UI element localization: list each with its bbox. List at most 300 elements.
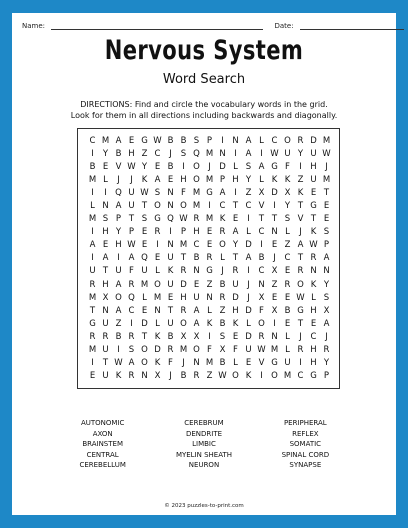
grid-letter[interactable]: N [206,292,213,303]
grid-letter[interactable]: W [179,214,188,225]
grid-letter[interactable]: J [299,331,302,342]
grid-letter[interactable]: L [155,318,160,329]
grid-letter[interactable]: I [260,370,263,381]
grid-letter[interactable]: M [88,344,97,355]
grid-letter[interactable]: W [140,188,149,199]
grid-letter[interactable]: J [325,162,328,173]
grid-letter[interactable]: E [206,240,213,251]
grid-letter[interactable]: R [193,214,200,225]
grid-letter[interactable]: U [245,344,252,355]
grid-letter[interactable]: E [310,318,317,329]
grid-letter[interactable]: Y [232,240,239,251]
grid-letter[interactable]: I [156,240,159,251]
grid-letter[interactable]: B [219,318,226,329]
grid-letter[interactable]: G [206,188,213,199]
grid-letter[interactable]: N [310,266,317,277]
grid-letter[interactable]: H [115,240,122,251]
grid-letter[interactable]: R [206,253,213,264]
grid-letter[interactable]: Q [167,214,174,225]
grid-letter[interactable]: O [297,279,304,290]
grid-letter[interactable]: T [297,201,304,212]
grid-letter[interactable]: Y [284,201,291,212]
name-field[interactable] [51,22,263,30]
grid-letter[interactable]: I [273,201,276,212]
grid-letter[interactable]: G [206,266,213,277]
grid-letter[interactable]: W [257,344,266,355]
grid-letter[interactable]: V [297,214,304,225]
grid-letter[interactable]: E [193,279,200,290]
grid-letter[interactable]: S [102,214,109,225]
grid-letter[interactable]: E [245,357,252,368]
grid-letter[interactable]: R [323,344,330,355]
grid-letter[interactable]: X [193,331,200,342]
grid-letter[interactable]: D [271,188,278,199]
grid-letter[interactable]: N [232,136,239,146]
grid-letter[interactable]: E [284,292,291,303]
grid-letter[interactable]: K [206,318,213,329]
grid-letter[interactable]: U [89,266,96,277]
grid-letter[interactable]: N [167,201,174,212]
grid-letter[interactable]: W [270,149,279,160]
grid-letter[interactable]: U [128,201,135,212]
grid-letter[interactable]: G [154,214,161,225]
grid-letter[interactable]: K [154,331,161,342]
grid-letter[interactable]: D [180,279,187,290]
grid-letter[interactable]: H [180,292,187,303]
grid-letter[interactable]: E [232,331,239,342]
grid-letter[interactable]: B [219,357,226,368]
grid-letter[interactable]: F [233,344,238,355]
grid-letter[interactable]: L [90,201,95,212]
grid-letter[interactable]: Z [297,175,304,186]
grid-letter[interactable]: Y [323,279,330,290]
grid-letter[interactable]: D [245,331,252,342]
grid-letter[interactable]: K [245,370,252,381]
grid-letter[interactable]: N [193,266,200,277]
grid-letter[interactable]: K [167,266,174,277]
grid-letter[interactable]: C [89,136,96,146]
grid-letter[interactable]: F [259,305,264,316]
grid-letter[interactable]: T [141,201,148,212]
grid-letter[interactable]: T [258,214,265,225]
grid-letter[interactable]: K [154,357,161,368]
grid-letter[interactable]: P [323,240,330,251]
grid-letter[interactable]: E [128,136,135,146]
grid-letter[interactable]: U [284,357,291,368]
grid-letter[interactable]: A [115,201,122,212]
grid-letter[interactable]: M [192,188,201,199]
grid-letter[interactable]: B [89,162,96,173]
grid-letter[interactable]: P [219,175,226,186]
grid-letter[interactable]: O [258,318,265,329]
grid-letter[interactable]: Y [141,162,148,173]
grid-letter[interactable]: N [271,331,278,342]
grid-letter[interactable]: S [154,188,161,199]
grid-letter[interactable]: N [193,357,200,368]
grid-letter[interactable]: X [180,331,187,342]
grid-letter[interactable]: T [232,253,239,264]
grid-letter[interactable]: P [115,214,122,225]
grid-letter[interactable]: K [271,175,278,186]
grid-letter[interactable]: C [258,266,265,277]
grid-letter[interactable]: K [219,214,226,225]
grid-letter[interactable]: N [167,240,174,251]
grid-letter[interactable]: I [299,357,302,368]
grid-letter[interactable]: I [117,253,120,264]
grid-letter[interactable]: A [154,175,161,186]
grid-letter[interactable]: O [180,318,187,329]
grid-letter[interactable]: E [154,162,161,173]
grid-letter[interactable]: U [167,318,174,329]
grid-letter[interactable]: I [273,318,276,329]
grid-letter[interactable]: A [193,318,200,329]
grid-letter[interactable]: B [167,136,174,146]
grid-letter[interactable]: T [310,214,317,225]
grid-letter[interactable]: H [102,279,109,290]
grid-letter[interactable]: W [218,370,227,381]
date-field[interactable] [300,22,404,30]
grid-letter[interactable]: H [310,344,317,355]
grid-letter[interactable]: B [167,162,174,173]
grid-letter[interactable]: X [284,188,291,199]
grid-letter[interactable]: A [128,357,135,368]
grid-letter[interactable]: E [206,227,213,238]
grid-letter[interactable]: T [323,188,330,199]
grid-letter[interactable]: T [102,266,109,277]
grid-letter[interactable]: G [310,201,317,212]
grid-letter[interactable]: T [180,253,187,264]
grid-letter[interactable]: W [296,292,305,303]
grid-letter[interactable]: I [104,188,107,199]
grid-letter[interactable]: V [258,201,265,212]
grid-letter[interactable]: H [180,175,187,186]
grid-letter[interactable]: H [193,227,200,238]
grid-letter[interactable]: Z [206,370,213,381]
grid-letter[interactable]: L [103,175,108,186]
grid-letter[interactable]: R [89,331,96,342]
grid-letter[interactable]: U [102,318,109,329]
grid-letter[interactable]: A [323,318,330,329]
grid-letter[interactable]: L [285,344,290,355]
grid-letter[interactable]: P [180,227,187,238]
grid-letter[interactable]: L [246,318,251,329]
grid-letter[interactable]: G [271,162,278,173]
grid-letter[interactable]: K [310,227,317,238]
grid-letter[interactable]: J [169,370,172,381]
grid-letter[interactable]: O [232,370,239,381]
grid-letter[interactable]: R [102,331,109,342]
grid-letter[interactable]: A [245,253,252,264]
grid-letter[interactable]: B [193,253,200,264]
grid-letter[interactable]: W [127,162,136,173]
grid-letter[interactable]: X [271,266,278,277]
grid-letter[interactable]: V [115,162,122,173]
grid-letter[interactable]: L [246,227,251,238]
grid-letter[interactable]: I [91,149,94,160]
grid-letter[interactable]: T [297,253,304,264]
grid-letter[interactable]: M [322,136,331,146]
grid-letter[interactable]: O [193,162,200,173]
grid-letter[interactable]: T [167,305,174,316]
grid-letter[interactable]: M [270,344,279,355]
grid-letter[interactable]: L [259,136,264,146]
grid-letter[interactable]: I [91,357,94,368]
grid-letter[interactable]: I [299,162,302,173]
grid-letter[interactable]: F [207,344,212,355]
grid-letter[interactable]: L [233,162,238,173]
grid-letter[interactable]: J [247,292,250,303]
grid-letter[interactable]: A [219,188,226,199]
grid-letter[interactable]: I [208,331,211,342]
grid-letter[interactable]: E [323,201,330,212]
grid-letter[interactable]: A [115,136,122,146]
grid-letter[interactable]: H [128,149,135,160]
grid-letter[interactable]: C [284,253,291,264]
grid-letter[interactable]: E [310,188,317,199]
grid-letter[interactable]: I [234,188,237,199]
grid-letter[interactable]: R [219,227,226,238]
grid-letter[interactable]: K [115,370,122,381]
grid-letter[interactable]: J [325,331,328,342]
grid-letter[interactable]: I [91,227,94,238]
grid-letter[interactable]: N [102,201,109,212]
grid-letter[interactable]: N [167,188,174,199]
grid-letter[interactable]: S [323,227,330,238]
grid-letter[interactable]: D [154,344,161,355]
grid-letter[interactable]: J [221,266,224,277]
grid-letter[interactable]: E [141,305,148,316]
grid-letter[interactable]: G [310,370,317,381]
grid-letter[interactable]: S [219,331,226,342]
grid-letter[interactable]: A [89,240,96,251]
grid-letter[interactable]: M [283,370,292,381]
grid-letter[interactable]: P [128,227,135,238]
grid-letter[interactable]: A [297,240,304,251]
grid-letter[interactable]: M [153,292,162,303]
grid-letter[interactable]: A [245,136,252,146]
grid-letter[interactable]: H [310,357,317,368]
grid-letter[interactable]: C [271,136,278,146]
grid-letter[interactable]: B [180,136,187,146]
grid-letter[interactable]: R [284,279,291,290]
grid-letter[interactable]: L [285,227,290,238]
grid-letter[interactable]: E [102,240,109,251]
grid-letter[interactable]: I [91,188,94,199]
grid-letter[interactable]: O [193,344,200,355]
grid-letter[interactable]: J [117,175,120,186]
grid-letter[interactable]: N [219,149,226,160]
grid-letter[interactable]: D [245,305,252,316]
grid-letter[interactable]: E [167,292,174,303]
grid-letter[interactable]: L [311,292,316,303]
grid-letter[interactable]: U [141,266,148,277]
grid-letter[interactable]: A [128,253,135,264]
grid-letter[interactable]: J [273,253,276,264]
grid-letter[interactable]: L [142,292,147,303]
grid-letter[interactable]: U [102,344,109,355]
grid-letter[interactable]: M [179,344,188,355]
grid-letter[interactable]: R [297,344,304,355]
grid-letter[interactable]: M [179,240,188,251]
grid-letter[interactable]: N [258,279,265,290]
grid-letter[interactable]: A [193,305,200,316]
grid-letter[interactable]: W [322,149,331,160]
grid-letter[interactable]: R [310,253,317,264]
grid-letter[interactable]: A [323,253,330,264]
grid-letter[interactable]: I [117,344,120,355]
grid-letter[interactable]: S [180,149,187,160]
grid-letter[interactable]: L [207,305,212,316]
grid-letter[interactable]: J [299,227,302,238]
grid-letter[interactable]: C [258,227,265,238]
grid-letter[interactable]: I [130,318,133,329]
grid-letter[interactable]: R [128,331,135,342]
grid-letter[interactable]: C [154,149,161,160]
grid-letter[interactable]: H [310,305,317,316]
grid-letter[interactable]: Z [284,240,291,251]
grid-letter[interactable]: I [91,253,94,264]
grid-letter[interactable]: R [89,279,96,290]
grid-letter[interactable]: U [284,149,291,160]
grid-letter[interactable]: S [193,136,200,146]
grid-letter[interactable]: Y [245,175,252,186]
grid-letter[interactable]: C [128,305,135,316]
grid-letter[interactable]: R [180,266,187,277]
grid-letter[interactable]: S [128,344,135,355]
grid-letter[interactable]: L [220,253,225,264]
grid-letter[interactable]: B [258,253,265,264]
grid-letter[interactable]: M [101,136,110,146]
grid-letter[interactable]: N [271,227,278,238]
grid-letter[interactable]: N [154,305,161,316]
grid-letter[interactable]: S [284,214,291,225]
grid-letter[interactable]: G [141,136,148,146]
grid-letter[interactable]: C [193,240,200,251]
grid-letter[interactable]: Z [245,188,252,199]
grid-letter[interactable]: F [285,162,290,173]
grid-letter[interactable]: Z [141,149,148,160]
grid-letter[interactable]: Z [219,305,226,316]
grid-letter[interactable]: J [169,149,172,160]
grid-letter[interactable]: Q [128,292,135,303]
grid-letter[interactable]: U [310,175,317,186]
grid-letter[interactable]: T [102,357,109,368]
grid-letter[interactable]: E [89,370,96,381]
grid-letter[interactable]: E [141,240,148,251]
grid-letter[interactable]: U [167,253,174,264]
grid-letter[interactable]: N [141,370,148,381]
grid-letter[interactable]: J [247,279,250,290]
grid-letter[interactable]: U [115,266,122,277]
grid-letter[interactable]: A [115,279,122,290]
grid-letter[interactable]: E [102,162,109,173]
grid-letter[interactable]: D [219,162,226,173]
grid-letter[interactable]: I [208,201,211,212]
grid-letter[interactable]: M [205,214,214,225]
grid-letter[interactable]: R [180,305,187,316]
grid-letter[interactable]: D [245,240,252,251]
grid-letter[interactable]: E [284,318,291,329]
grid-letter[interactable]: L [285,331,290,342]
grid-letter[interactable]: Y [297,149,304,160]
grid-letter[interactable]: C [310,331,317,342]
grid-letter[interactable]: O [219,240,226,251]
grid-letter[interactable]: O [271,370,278,381]
grid-letter[interactable]: A [115,305,122,316]
grid-letter[interactable]: L [259,175,264,186]
grid-letter[interactable]: C [297,370,304,381]
grid-letter[interactable]: B [284,305,291,316]
grid-letter[interactable]: R [154,227,161,238]
grid-letter[interactable]: E [141,227,148,238]
grid-letter[interactable]: B [167,331,174,342]
grid-letter[interactable]: I [182,162,185,173]
grid-letter[interactable]: M [192,201,201,212]
grid-letter[interactable]: M [205,357,214,368]
grid-letter[interactable]: R [167,344,174,355]
grid-letter[interactable]: Q [141,253,148,264]
grid-letter[interactable]: G [271,357,278,368]
grid-letter[interactable]: L [155,266,160,277]
grid-letter[interactable]: I [169,227,172,238]
grid-letter[interactable]: F [168,357,173,368]
grid-letter[interactable]: I [247,266,250,277]
grid-letter[interactable]: I [221,136,224,146]
grid-letter[interactable]: D [232,292,239,303]
grid-letter[interactable]: P [206,136,213,146]
grid-letter[interactable]: L [233,357,238,368]
grid-letter[interactable]: Z [115,318,122,329]
grid-letter[interactable]: X [258,292,265,303]
grid-letter[interactable]: R [258,331,265,342]
grid-letter[interactable]: T [128,214,135,225]
grid-letter[interactable]: U [102,370,109,381]
grid-letter[interactable]: B [115,149,122,160]
grid-letter[interactable]: M [322,175,331,186]
grid-letter[interactable]: R [297,136,304,146]
grid-letter[interactable]: D [310,136,317,146]
grid-letter[interactable]: U [310,149,317,160]
grid-letter[interactable]: T [89,305,96,316]
grid-letter[interactable]: X [271,305,278,316]
grid-letter[interactable]: U [128,188,135,199]
grid-letter[interactable]: M [88,292,97,303]
grid-letter[interactable]: X [258,188,265,199]
grid-letter[interactable]: I [234,149,237,160]
grid-letter[interactable]: P [323,370,330,381]
grid-letter[interactable]: E [232,214,239,225]
grid-letter[interactable]: B [115,331,122,342]
grid-letter[interactable]: K [232,318,239,329]
grid-letter[interactable]: O [115,292,122,303]
grid-letter[interactable]: H [310,162,317,173]
grid-letter[interactable]: G [89,318,96,329]
grid-letter[interactable]: G [297,305,304,316]
grid-letter[interactable]: U [193,292,200,303]
grid-letter[interactable]: W [309,240,318,251]
grid-letter[interactable]: A [245,149,252,160]
grid-letter[interactable]: W [153,136,162,146]
grid-letter[interactable]: D [141,318,148,329]
grid-letter[interactable]: K [141,175,148,186]
grid-letter[interactable]: O [180,201,187,212]
grid-letter[interactable]: I [260,149,263,160]
grid-letter[interactable]: Q [115,188,122,199]
grid-letter[interactable]: X [102,292,109,303]
grid-letter[interactable]: M [205,149,214,160]
grid-letter[interactable]: O [141,357,148,368]
grid-letter[interactable]: S [323,292,330,303]
